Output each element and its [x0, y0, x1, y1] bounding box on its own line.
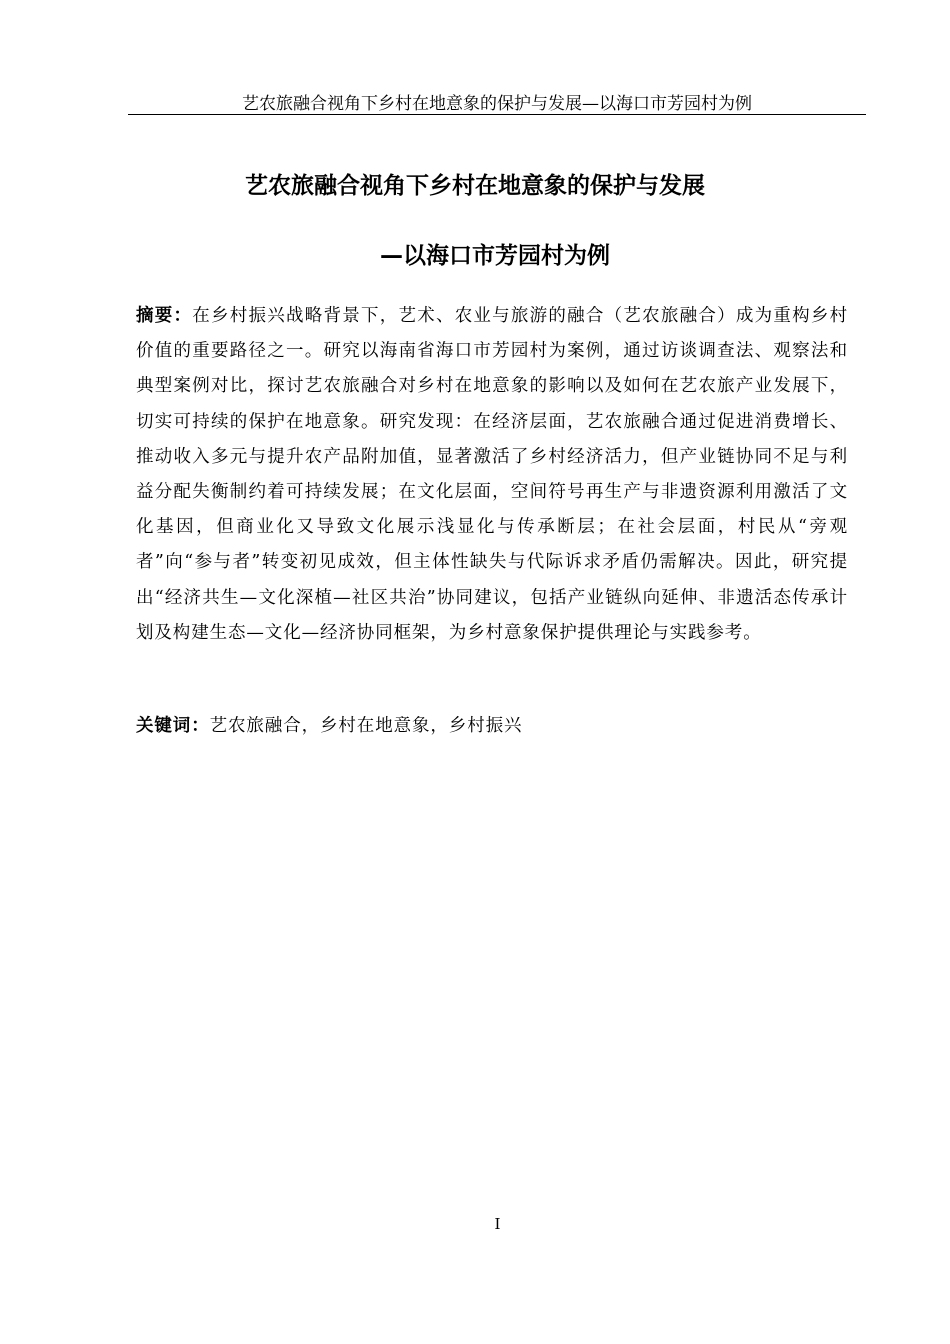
- abstract-text: 在乡村振兴战略背景下，艺术、农业与旅游的融合（艺农旅融合）成为重构乡村价值的重要路径之一。研究以海南省海口市芳园村为案例，通过访谈调查法、观察法和典型案例对比，探讨艺农旅融合对乡村在地意象的影响以及如何在艺农旅产业发展下，切实可持续的保护在地意象。研究发现：在经济层面，艺农旅融合通过促进消费增长、推动收入多元与提升农产品附加值，显著激活了乡村经济活力，但产业链协同不足与利益分配失衡制约着可持续发展；在文化层面，空间符号再生产与非遗资源利用激活了文化基因，但商业化又导致文化展示浅显化与传承断层；在社会层面，村民从“旁观者”向“参与者”转变初见成效，但主体性缺失与代际诉求矛盾仍需解决。因此，研究提出“经济共生—文化深植—社区共治”协同建议，包括产业链纵向延伸、非遗活态传承计划及构建生态—文化—经济协同框架，为乡村意象保护提供理论与实践参考。: [136, 306, 849, 643]
- running-header: 艺农旅融合视角下乡村在地意象的保护与发展—以海口市芳园村为例: [242, 94, 752, 114]
- abstract-label: 摘要：: [136, 306, 193, 326]
- abstract: [136, 299, 848, 651]
- page-number: I: [494, 1215, 501, 1233]
- header-rule: [128, 114, 866, 115]
- keywords: [136, 710, 848, 742]
- paper-subtitle: —以海口市芳园村为例: [380, 243, 610, 269]
- paper-title: 艺农旅融合视角下乡村在地意象的保护与发展: [245, 173, 705, 199]
- keywords-text: 艺农旅融合，乡村在地意象，乡村振兴: [209, 716, 523, 736]
- keywords-label: 关键词：: [136, 716, 210, 736]
